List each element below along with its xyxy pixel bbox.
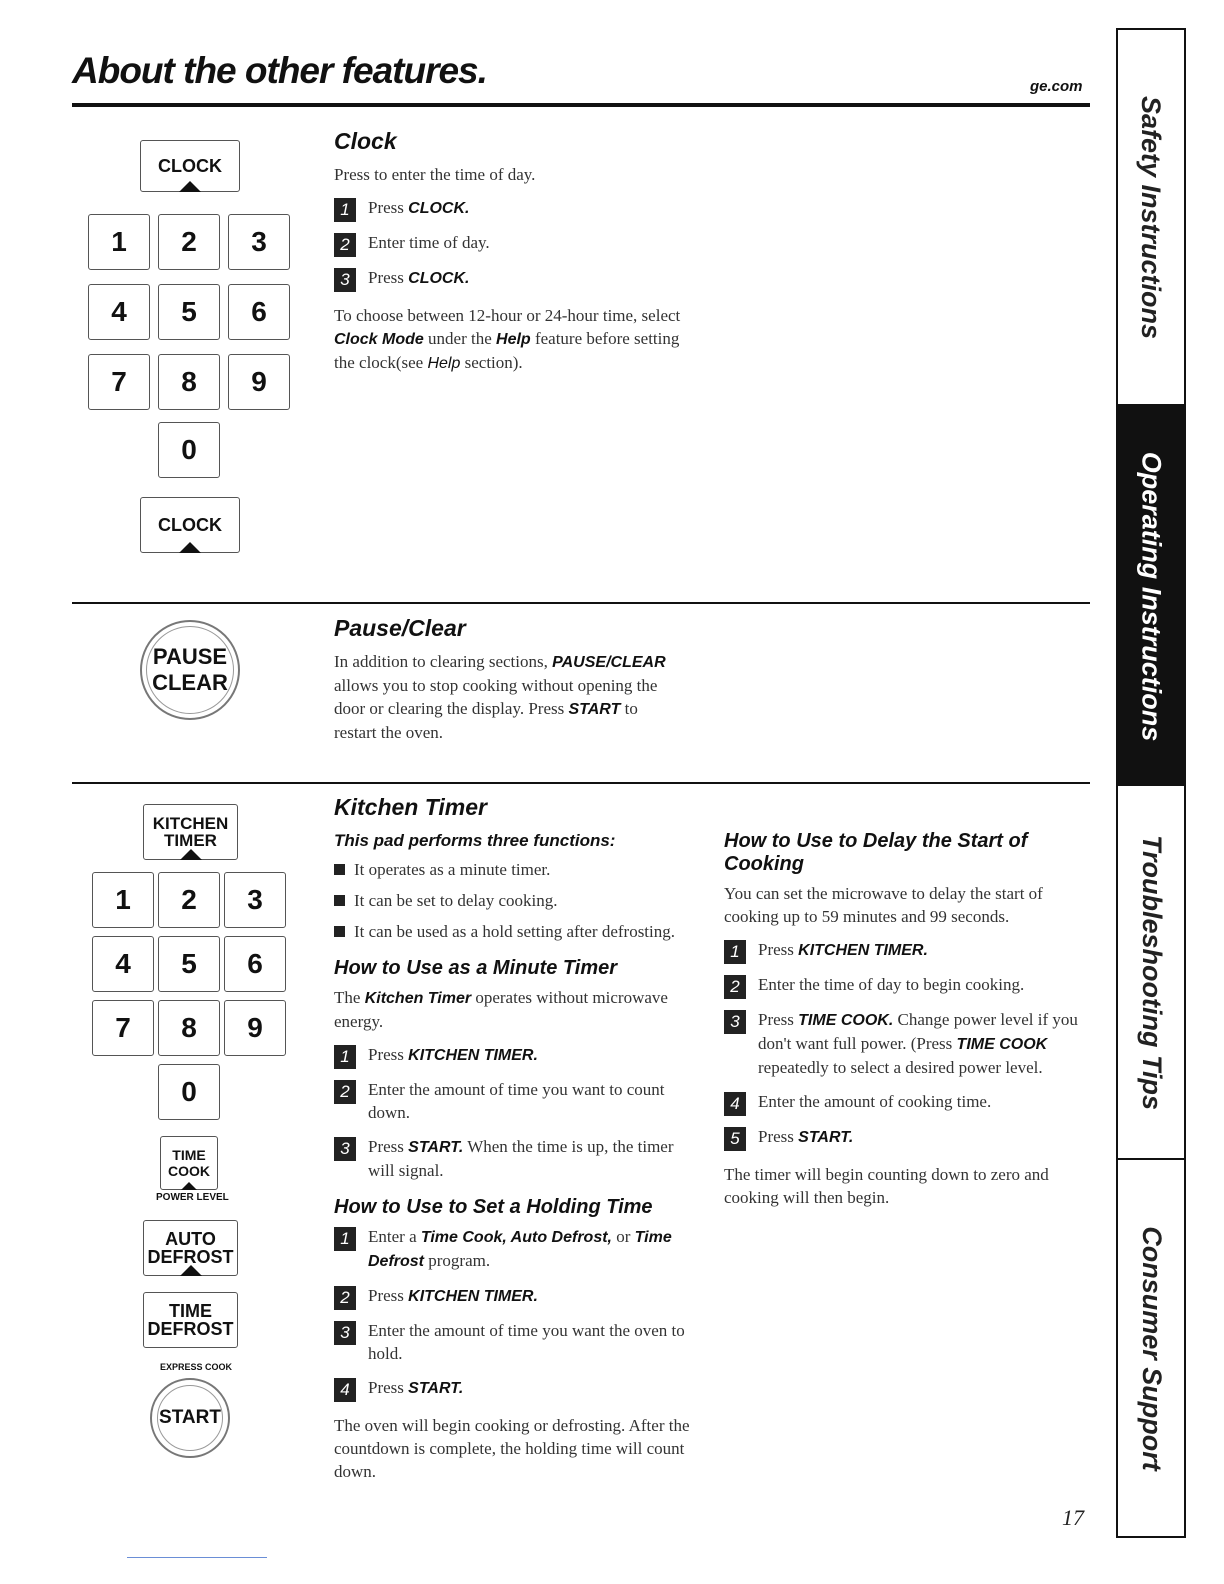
kitchen-timer-key: KITCHEN TIMER — [143, 804, 238, 860]
digit-key-3: 3 — [224, 872, 286, 928]
hold-step: 4 Press START. — [334, 1376, 694, 1400]
digit-key-2: 2 — [158, 214, 220, 270]
digit-key-1: 1 — [88, 214, 150, 270]
digit-key-0: 0 — [158, 1064, 220, 1120]
digit-key-3: 3 — [228, 214, 290, 270]
clock-step: 3 Press CLOCK. — [334, 266, 694, 290]
start-key: START — [150, 1378, 230, 1458]
clock-step: 2 Enter time of day. — [334, 231, 694, 255]
section-divider — [72, 602, 1090, 604]
delay-intro: You can set the microwave to delay the start of cooking up to 59 minutes and 99 seconds. — [724, 884, 1043, 926]
hold-step: 2 Press KITCHEN TIMER. — [334, 1284, 694, 1308]
auto-defrost-key: AUTO DEFROST — [143, 1220, 238, 1276]
delay-step: 2 Enter the time of day to begin cooking. — [724, 973, 1086, 997]
hold-step: 1 Enter a Time Cook, Auto Defrost, or Time Defrost program. — [334, 1225, 694, 1273]
digit-key-5: 5 — [158, 936, 220, 992]
digit-key-9: 9 — [224, 1000, 286, 1056]
hold-step: 3 Enter the amount of time you want the oven to hold. — [334, 1319, 694, 1365]
delay-step: 4 Enter the amount of cooking time. — [724, 1090, 1086, 1114]
clock-mode-note: To choose between 12-hour or 24-hour time, select Clock Mode under the Help feature before setting the clock(see Help section). — [334, 306, 681, 372]
side-tabs — [1116, 28, 1186, 1538]
section-divider — [72, 782, 1090, 784]
minute-step: 2 Enter the amount of time you want to count down. — [334, 1078, 694, 1124]
clock-intro: Press to enter the time of day. — [334, 165, 536, 184]
delay-start-heading: How to Use to Delay the Start of Cooking — [724, 830, 1028, 875]
site-url: ge.com — [1030, 78, 1083, 95]
digit-key-7: 7 — [88, 354, 150, 410]
digit-key-1: 1 — [92, 872, 154, 928]
digit-key-2: 2 — [158, 872, 220, 928]
header-rule — [72, 103, 1090, 107]
function-item: It can be set to delay cooking. — [334, 889, 694, 912]
tab-safety-instructions[interactable]: Safety Instructions — [1118, 30, 1184, 406]
clock-step: 1 Press CLOCK. — [334, 196, 694, 220]
digit-key-5: 5 — [158, 284, 220, 340]
pause-section — [334, 617, 679, 754]
tab-troubleshooting-tips[interactable]: Troubleshooting Tips — [1118, 786, 1184, 1160]
digit-key-4: 4 — [92, 936, 154, 992]
kitchen-timer-section — [334, 796, 694, 1493]
minute-step: 1 Press KITCHEN TIMER. — [334, 1043, 694, 1067]
clock-title: Clock — [334, 128, 397, 154]
time-cook-key: TIME COOK — [160, 1136, 218, 1190]
footer-line — [127, 1557, 267, 1558]
power-level-label: POWER LEVEL — [156, 1192, 229, 1203]
hold-outro: The oven will begin cooking or defrosting. After the countdown is complete, the holding time will count down. — [334, 1416, 690, 1481]
page-title: About the other features. — [72, 50, 487, 91]
delay-step: 5 Press START. — [724, 1125, 1086, 1149]
pause-title: Pause/Clear — [334, 615, 466, 641]
express-cook-label: EXPRESS COOK — [160, 1362, 233, 1372]
delay-start-section — [724, 830, 1086, 1219]
digit-key-6: 6 — [224, 936, 286, 992]
digit-key-6: 6 — [228, 284, 290, 340]
digit-key-8: 8 — [158, 1000, 220, 1056]
digit-key-7: 7 — [92, 1000, 154, 1056]
minute-timer-intro: The Kitchen Timer operates without microwave energy. — [334, 988, 668, 1031]
delay-step: 1 Press KITCHEN TIMER. — [724, 938, 1086, 962]
digit-key-4: 4 — [88, 284, 150, 340]
pause-clear-key: PAUSE CLEAR — [140, 620, 240, 720]
clock-key: CLOCK — [140, 140, 240, 192]
functions-heading: This pad performs three functions: — [334, 831, 616, 850]
digit-key-0: 0 — [158, 422, 220, 478]
clock-key-2: CLOCK — [140, 497, 240, 553]
function-item: It operates as a minute timer. — [334, 858, 694, 881]
function-item: It can be used as a hold setting after defrosting. — [334, 920, 694, 943]
digit-key-8: 8 — [158, 354, 220, 410]
time-defrost-key: TIME DEFROST — [143, 1292, 238, 1348]
minute-timer-heading: How to Use as a Minute Timer — [334, 957, 618, 979]
clock-section — [334, 130, 694, 385]
pause-text: In addition to clearing sections, PAUSE/CLEAR allows you to stop cooking without opening the door or clearing the display. Press START to restart the oven. — [334, 652, 666, 742]
kitchen-timer-title: Kitchen Timer — [334, 794, 487, 820]
tab-consumer-support[interactable]: Consumer Support — [1136, 1225, 1167, 1471]
tab-operating-instructions[interactable]: Operating Instructions — [1118, 406, 1184, 786]
digit-key-9: 9 — [228, 354, 290, 410]
page-number: 17 — [1062, 1505, 1084, 1530]
minute-step: 3 Press START. When the time is up, the timer will signal. — [334, 1135, 694, 1182]
delay-outro: The timer will begin counting down to zero and cooking will then begin. — [724, 1165, 1049, 1207]
holding-time-heading: How to Use to Set a Holding Time — [334, 1196, 653, 1218]
delay-step: 3 Press TIME COOK. Change power level if you don't want full power. (Press TIME COOK repeatedly to select a desired power level. — [724, 1008, 1086, 1079]
